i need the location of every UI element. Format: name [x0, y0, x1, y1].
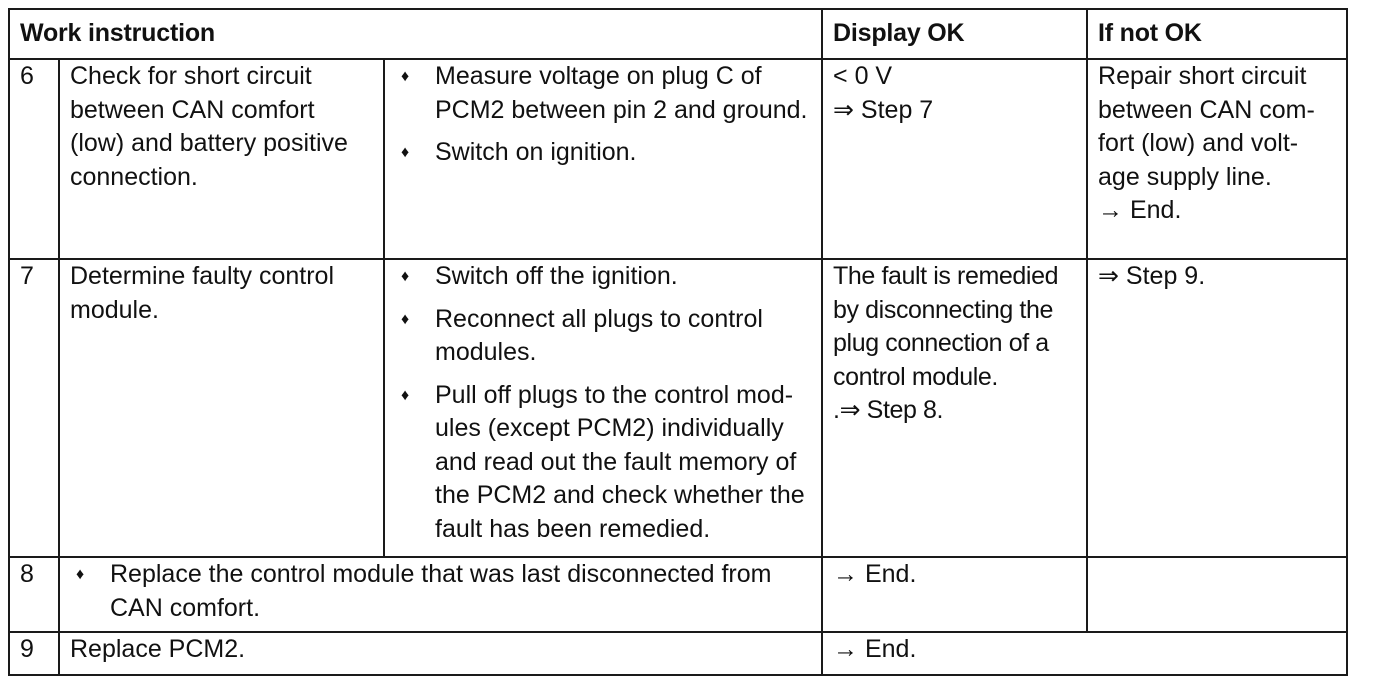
display-ok-line: control module. — [833, 362, 998, 391]
action-text: Replace PCM2. — [59, 632, 822, 675]
action-item — [395, 303, 811, 370]
action-list — [395, 60, 811, 170]
header-if-not-ok: If not OK — [1087, 9, 1347, 59]
table-row — [9, 557, 1347, 632]
diamond-bullet-icon: ♦ — [401, 68, 410, 85]
display-ok-line: The fault is remedied — [833, 262, 1059, 290]
action-item — [395, 260, 811, 294]
action-list — [395, 260, 811, 546]
display-ok-line: plug connection of a — [833, 329, 1049, 357]
table-row — [9, 632, 1347, 675]
diamond-bullet-icon: ♦ — [401, 268, 410, 285]
header-row — [9, 9, 1347, 59]
if-not-ok-line: between CAN com- — [1098, 95, 1315, 124]
table-row — [9, 59, 1347, 259]
diamond-bullet-icon: ♦ — [76, 566, 85, 583]
diamond-bullet-icon: ♦ — [401, 310, 410, 328]
if-not-ok-cell: ⇒ Step 9. — [1087, 259, 1347, 557]
action-text: Switch on ignition. — [435, 138, 637, 166]
display-ok-cell — [822, 259, 1087, 557]
step-number: 6 — [9, 59, 59, 259]
if-not-ok-line: → End. — [1098, 196, 1182, 224]
display-ok-cell — [822, 59, 1087, 259]
if-not-ok-cell — [1087, 59, 1347, 259]
action-text: Measure voltage on plug C of PCM2 between pin 2 and ground. — [435, 62, 808, 124]
diamond-bullet-icon: ♦ — [401, 386, 410, 404]
if-not-ok-line: fort (low) and volt- — [1098, 129, 1299, 157]
action-text: Pull off plugs to the control mod-ules (except PCM2) individually and read out the fault memory of the PCM2 and check whether the fault has been remedied. — [435, 380, 805, 543]
display-ok-line: by disconnecting the — [833, 295, 1053, 324]
diamond-bullet-icon: ♦ — [401, 144, 410, 161]
action-list — [70, 558, 811, 625]
display-ok-line: .⇒ Step 8. — [833, 396, 944, 424]
action-list-cell — [384, 259, 822, 557]
table-row — [9, 259, 1347, 557]
step-number: 7 — [9, 259, 59, 557]
step-number: 9 — [9, 632, 59, 675]
action-list-cell — [59, 557, 822, 632]
action-item — [70, 558, 811, 625]
if-not-ok-cell — [1087, 557, 1347, 632]
work-instruction-table — [8, 8, 1348, 676]
action-text: Replace the control module that was last disconnected from CAN comfort. — [110, 560, 772, 622]
if-not-ok-line: Repair short circuit — [1098, 62, 1307, 90]
if-not-ok-line: age supply line. — [1098, 162, 1272, 191]
action-text: Reconnect all plugs to control modules. — [435, 304, 763, 366]
display-ok-line: ⇒ Step 7 — [833, 95, 934, 124]
step-number: 8 — [9, 557, 59, 632]
action-list-cell — [384, 59, 822, 259]
action-text: Switch off the ignition. — [435, 262, 678, 290]
display-ok-line: < 0 V — [833, 62, 893, 90]
action-item — [395, 60, 811, 127]
header-display-ok: Display OK — [822, 9, 1087, 59]
action-item — [395, 379, 811, 547]
display-ok-cell: → End. — [822, 557, 1087, 632]
display-ok-cell: → End. — [822, 632, 1347, 675]
header-work-instruction: Work instruction — [9, 9, 822, 59]
check-description: Determine faulty control module. — [59, 259, 384, 557]
action-item — [395, 136, 811, 170]
check-description: Check for short circuit between CAN comfort (low) and battery positive connection. — [59, 59, 384, 259]
